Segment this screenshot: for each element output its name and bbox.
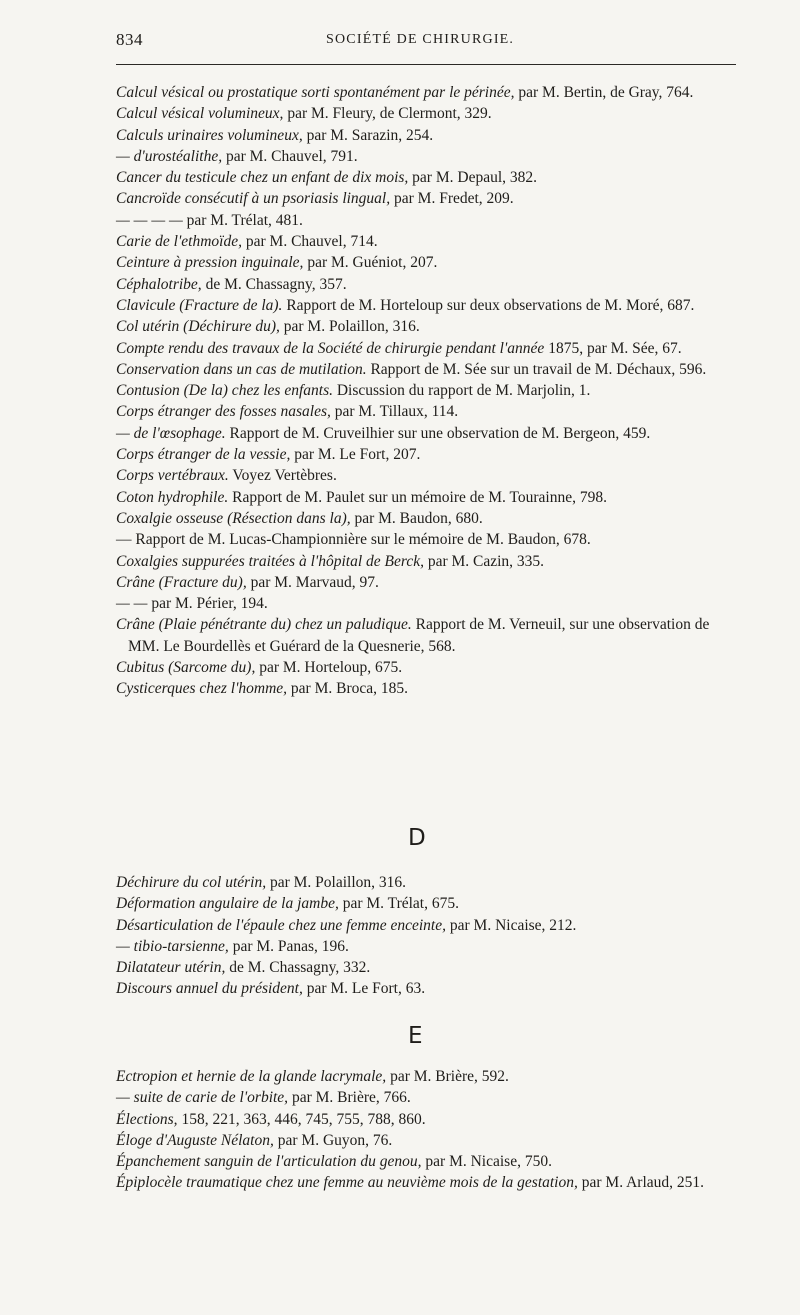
index-entry xyxy=(116,188,741,209)
index-entry xyxy=(116,1130,741,1151)
index-entry xyxy=(116,936,741,957)
entry-title: Corps étranger de la vessie, xyxy=(116,446,291,464)
entry-title: Corps vertébraux. xyxy=(116,467,229,485)
index-entry xyxy=(116,614,741,657)
index-entry xyxy=(116,380,741,401)
entry-reference: par M. Nicaise, 750. xyxy=(421,1153,552,1171)
section-letter-d: D xyxy=(408,825,426,851)
entry-reference: de M. Chassagny, 357. xyxy=(201,275,347,293)
index-entry xyxy=(116,210,741,231)
entry-reference: de M. Chassagny, 332. xyxy=(225,959,371,977)
entry-reference: par M. Chauvel, 791. xyxy=(222,147,358,165)
index-section-d xyxy=(116,872,741,1000)
entry-title: Calcul vésical ou prostatique sorti spontanément par le périnée, xyxy=(116,84,515,101)
entry-title: Coxalgie osseuse (Résection dans la), xyxy=(116,509,351,527)
entry-reference: par M. Baudon, 680. xyxy=(350,509,483,527)
header-rule xyxy=(116,64,736,65)
entry-title: Ceinture à pression inguinale, xyxy=(116,254,304,272)
entry-reference: par M. Sarazin, 254. xyxy=(302,126,434,144)
index-entry xyxy=(116,295,741,316)
entry-reference: 158, 221, 363, 446, 745, 755, 788, 860. xyxy=(177,1110,426,1128)
index-entry xyxy=(116,529,741,550)
entry-reference: — Rapport de M. Lucas-Championnière sur le mémoire de M. Baudon, 678. xyxy=(116,531,591,549)
entry-title: — de l'œsophage. xyxy=(116,424,226,442)
entry-reference: Voyez Vertèbres. xyxy=(228,467,337,485)
index-entry xyxy=(116,508,741,529)
entry-reference: par M. Depaul, 382. xyxy=(408,169,538,187)
page-number: 834 xyxy=(116,30,143,49)
entry-title: Discours annuel du président, xyxy=(116,980,303,998)
entry-reference: par M. Broca, 185. xyxy=(287,680,409,698)
index-entry xyxy=(116,593,741,614)
entry-reference: Rapport de M. Paulet sur un mémoire de M. Tourainne, 798. xyxy=(228,488,607,506)
entry-title: — suite de carie de l'orbite, xyxy=(116,1089,289,1107)
index-entry xyxy=(116,274,741,295)
entry-reference: par M. Périer, 194. xyxy=(147,595,268,613)
entry-title: Corps étranger des fosses nasales, xyxy=(116,403,331,421)
entry-title: Crâne (Fracture du), xyxy=(116,573,247,591)
entry-reference: par M. Horteloup, 675. xyxy=(255,659,403,677)
index-entry xyxy=(116,572,741,593)
index-entry xyxy=(116,103,741,124)
entry-reference: Discussion du rapport de M. Marjolin, 1. xyxy=(332,382,591,400)
entry-reference: par M. Polaillon, 316. xyxy=(279,318,420,336)
entry-reference: par M. Trélat, 481. xyxy=(182,211,303,229)
index-entry xyxy=(116,1066,741,1087)
index-entry xyxy=(116,872,741,893)
index-entry xyxy=(116,465,741,486)
entry-title: — d'urostéalithe, xyxy=(116,147,223,165)
index-section-c xyxy=(116,82,741,700)
entry-title: Déformation angulaire de la jambe, xyxy=(116,895,339,913)
entry-title: Dilatateur utérin, xyxy=(116,959,226,977)
entry-reference: par M. Panas, 196. xyxy=(228,937,349,955)
entry-title: Épanchement sanguin de l'articulation du genou, xyxy=(116,1153,422,1171)
index-entry xyxy=(116,338,741,359)
entry-title: Coton hydrophile. xyxy=(116,488,229,506)
index-entry xyxy=(116,978,741,999)
entry-title: Crâne (Plaie pénétrante du) chez un paludique. xyxy=(116,616,412,634)
entry-reference: par M. Guéniot, 207. xyxy=(303,254,438,272)
entry-reference: par M. Chauvel, 714. xyxy=(242,233,378,251)
entry-title: Élections, xyxy=(116,1110,178,1128)
index-entry xyxy=(116,146,741,167)
entry-title: Cysticerques chez l'homme, xyxy=(116,680,288,698)
entry-title: — — — — xyxy=(116,211,183,229)
entry-reference: par M. Trélat, 675. xyxy=(338,895,459,913)
index-entry xyxy=(116,551,741,572)
entry-title: Calculs urinaires volumineux, xyxy=(116,126,303,144)
entry-reference: par M. Cazin, 335. xyxy=(423,552,545,570)
entry-title: Ectropion et hernie de la glande lacrymale, xyxy=(116,1068,387,1085)
entry-reference: Rapport de M. Cruveilhier sur une observation de M. Bergeon, 459. xyxy=(225,424,651,442)
entry-title: Col utérin (Déchirure du), xyxy=(116,318,280,336)
entry-title: Carie de l'ethmoïde, xyxy=(116,233,242,251)
index-entry xyxy=(116,82,741,103)
entry-title: Conservation dans un cas de mutilation. xyxy=(116,360,367,378)
entry-reference: 1875, par M. Sée, 67. xyxy=(544,339,682,357)
entry-reference: par M. Le Fort, 207. xyxy=(290,446,421,464)
index-entry xyxy=(116,893,741,914)
entry-title: Épiplocèle traumatique chez une femme au neuvième mois de la gestation, xyxy=(116,1174,578,1192)
entry-title: Désarticulation de l'épaule chez une femme enceinte, xyxy=(116,916,446,934)
entry-reference: par M. Polaillon, 316. xyxy=(266,874,407,891)
index-entry xyxy=(116,957,741,978)
entry-reference: par M. Tillaux, 114. xyxy=(330,403,459,421)
entry-title: Déchirure du col utérin, xyxy=(116,874,267,891)
entry-reference: par M. Guyon, 76. xyxy=(273,1131,393,1149)
entry-reference: par M. Brière, 592. xyxy=(386,1068,509,1085)
index-entry xyxy=(116,252,741,273)
index-entry xyxy=(116,125,741,146)
index-entry xyxy=(116,401,741,422)
entry-reference: par M. Nicaise, 212. xyxy=(446,916,577,934)
running-head xyxy=(116,30,736,54)
entry-reference: par M. Le Fort, 63. xyxy=(302,980,426,998)
index-entry xyxy=(116,1087,741,1108)
entry-title: Éloge d'Auguste Nélaton, xyxy=(116,1131,274,1149)
index-entry xyxy=(116,1109,741,1130)
entry-title: Coxalgies suppurées traitées à l'hôpital de Berck, xyxy=(116,552,424,570)
entry-reference: par M. Marvaud, 97. xyxy=(246,573,379,591)
index-entry xyxy=(116,231,741,252)
entry-reference: Rapport de M. Horteloup sur deux observations de M. Moré, 687. xyxy=(282,296,695,314)
entry-title: Cancer du testicule chez un enfant de dix mois, xyxy=(116,169,409,187)
index-entry xyxy=(116,423,741,444)
entry-reference: par M. Arlaud, 251. xyxy=(577,1174,705,1192)
index-entry xyxy=(116,316,741,337)
index-entry xyxy=(116,1151,741,1172)
entry-reference: par M. Brière, 766. xyxy=(288,1089,411,1107)
entry-reference: Rapport de M. Sée sur un travail de M. Déchaux, 596. xyxy=(366,360,707,378)
index-entry xyxy=(116,1172,741,1193)
index-entry xyxy=(116,915,741,936)
entry-title: Clavicule (Fracture de la). xyxy=(116,296,283,314)
entry-reference: par M. Fleury, de Clermont, 329. xyxy=(283,105,492,123)
entry-title: Contusion (De la) chez les enfants. xyxy=(116,382,333,400)
entry-title: Calcul vésical volumineux, xyxy=(116,105,284,123)
index-entry xyxy=(116,678,741,699)
entry-title: Compte rendu des travaux de la Société de chirurgie pendant l'année xyxy=(116,339,545,357)
entry-reference: par M. Fredet, 209. xyxy=(390,190,514,208)
running-title: SOCIÉTÉ DE CHIRURGIE. xyxy=(326,32,515,47)
section-letter-e: E xyxy=(408,1023,423,1049)
index-entry xyxy=(116,359,741,380)
entry-reference: par M. Bertin, de Gray, 764. xyxy=(514,84,694,101)
index-section-e xyxy=(116,1066,741,1194)
index-entry xyxy=(116,444,741,465)
index-entry xyxy=(116,487,741,508)
index-entry xyxy=(116,657,741,678)
index-entry xyxy=(116,167,741,188)
entry-title: — tibio-tarsienne, xyxy=(116,937,229,955)
entry-reference: Rapport de M. Verneuil, sur une observation de MM. Le Bourdellès et Guérard de la Quesnerie, 568. xyxy=(128,616,710,655)
entry-title: Cancroïde consécutif à un psoriasis lingual, xyxy=(116,190,391,208)
entry-title: Céphalotribe, xyxy=(116,275,202,293)
entry-title: — — xyxy=(116,595,148,613)
entry-title: Cubitus (Sarcome du), xyxy=(116,659,256,677)
